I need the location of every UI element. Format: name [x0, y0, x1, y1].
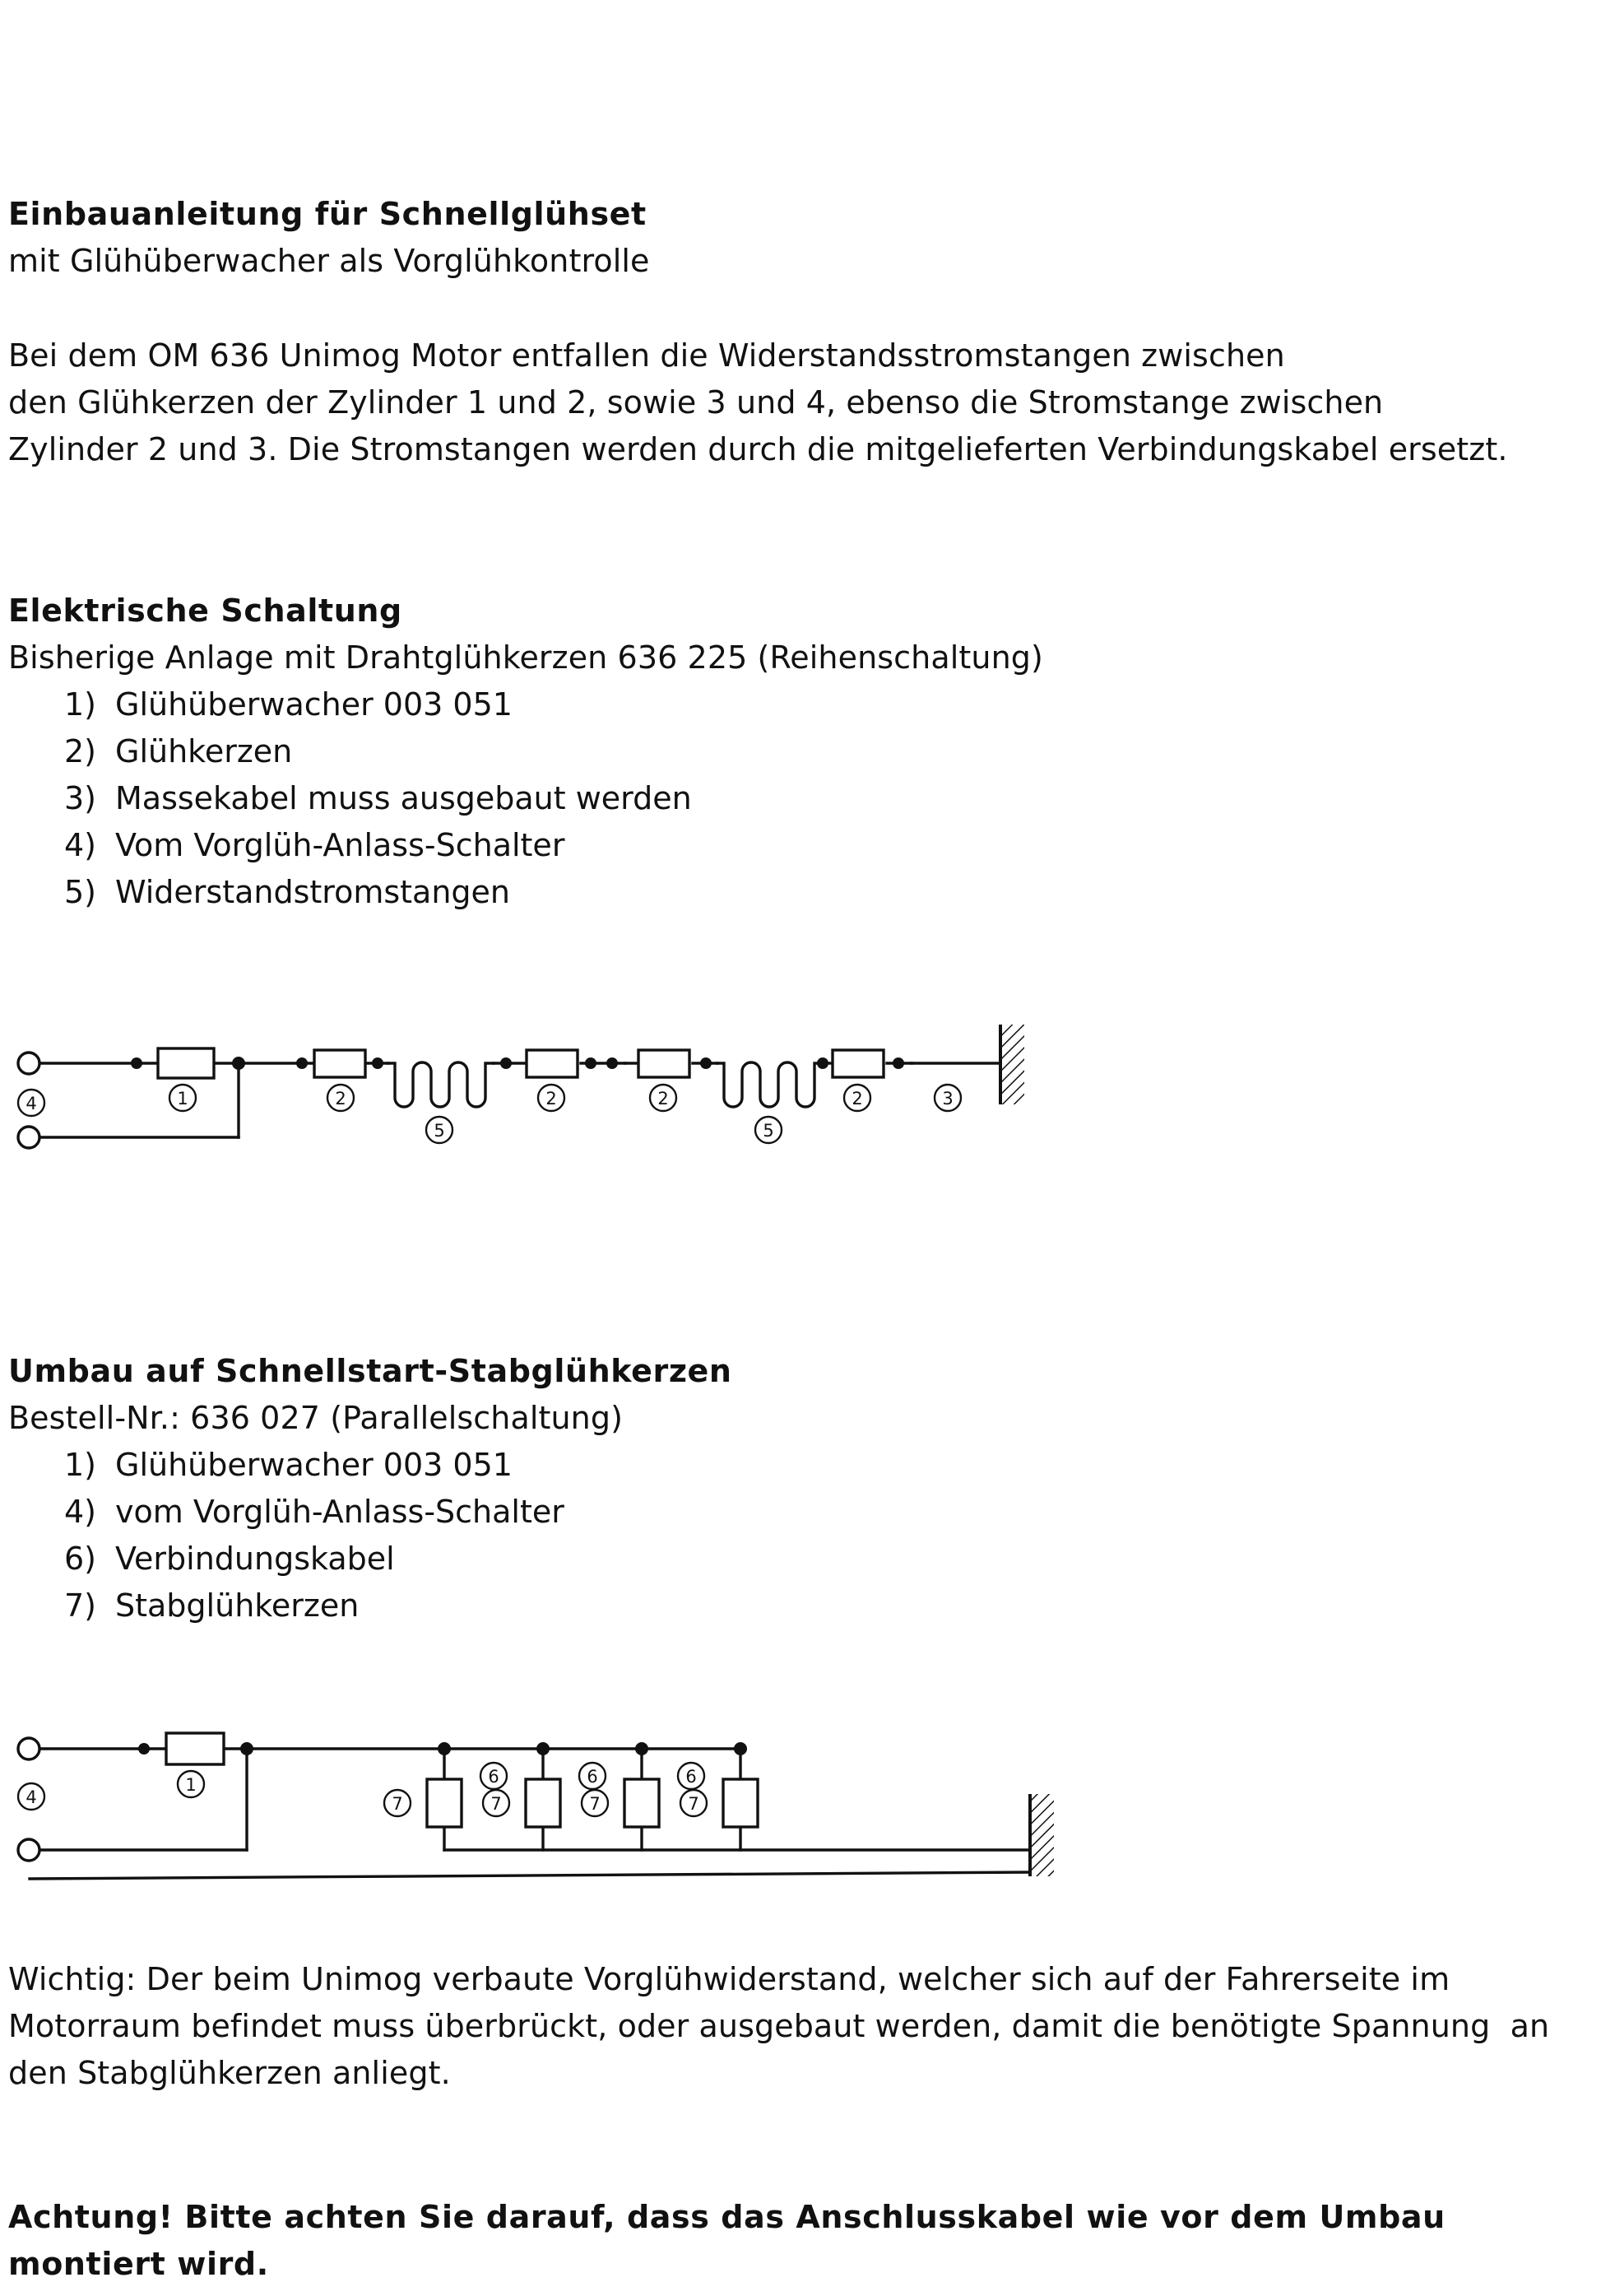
- warning-line-2: montiert wird.: [8, 2246, 269, 2282]
- list-item-number: 1): [64, 1447, 97, 1483]
- list-item-number: 1): [64, 686, 97, 723]
- circle-label-5: [426, 1117, 452, 1143]
- component-glow-plug: [314, 1050, 365, 1077]
- component-glow-monitor: [166, 1733, 224, 1764]
- svg-text:5: 5: [434, 1121, 445, 1141]
- svg-text:7: 7: [490, 1794, 502, 1814]
- ground-symbol: [1000, 1025, 1024, 1104]
- svg-text:2: 2: [657, 1089, 669, 1108]
- svg-text:1: 1: [177, 1089, 188, 1108]
- intro-line-3: Zylinder 2 und 3. Die Stromstangen werden durch die mitgelieferten Verbindungskabel ersetzt.: [8, 431, 1508, 467]
- circle-label-1: [169, 1085, 196, 1111]
- circle-label-7: [483, 1790, 509, 1816]
- list-item: [64, 1583, 564, 1629]
- list-item-label: Massekabel muss ausgebaut werden: [115, 780, 692, 816]
- list-item-number: 7): [64, 1587, 97, 1624]
- list-item: [64, 1536, 564, 1583]
- svg-text:6: 6: [587, 1767, 598, 1787]
- circle-label-2: [538, 1085, 564, 1111]
- circle-label-3: [935, 1085, 961, 1111]
- note-line-1: Wichtig: Der beim Unimog verbaute Vorglühwiderstand, welcher sich auf der Fahrerseite im: [8, 1961, 1450, 1997]
- intro-line-1: Bei dem OM 636 Unimog Motor entfallen die Widerstandsstromstangen zwischen: [8, 337, 1285, 374]
- list-item-number: 6): [64, 1541, 97, 1577]
- terminal-top: [18, 1053, 39, 1074]
- svg-text:2: 2: [335, 1089, 346, 1108]
- component-glow-monitor: [158, 1048, 214, 1078]
- list-item-label: Glühkerzen: [115, 733, 293, 769]
- component-rod-glow-plug: [624, 1779, 659, 1827]
- page-title: Einbauanleitung für Schnellglühset: [8, 196, 647, 232]
- circle-label-1: [178, 1771, 204, 1797]
- circle-label-7: [582, 1790, 608, 1816]
- terminal-bottom: [18, 1127, 39, 1148]
- series-section-heading: Elektrische Schaltung: [8, 593, 402, 629]
- list-item-number: 4): [64, 827, 97, 863]
- circle-label-6: [480, 1763, 507, 1789]
- parallel-section-subheading: Bestell-Nr.: 636 027 (Parallelschaltung): [8, 1400, 624, 1436]
- circle-label-2: [650, 1085, 676, 1111]
- list-item-number: 4): [64, 1494, 97, 1530]
- circle-label-5: [755, 1117, 782, 1143]
- circle-label-7: [384, 1790, 411, 1816]
- svg-text:7: 7: [392, 1794, 403, 1814]
- component-rod-glow-plug: [526, 1779, 560, 1827]
- list-item: [64, 1442, 564, 1489]
- list-item: [64, 822, 692, 869]
- svg-text:5: 5: [763, 1121, 774, 1141]
- list-item: [64, 728, 692, 775]
- list-item-label: Glühüberwacher 003 051: [115, 686, 513, 723]
- list-item-label: Glühüberwacher 003 051: [115, 1447, 513, 1483]
- ground-symbol: [1030, 1794, 1054, 1876]
- circle-label-6: [678, 1763, 704, 1789]
- svg-text:7: 7: [589, 1794, 601, 1814]
- component-rod-glow-plug: [723, 1779, 758, 1827]
- circle-label-4: [18, 1783, 44, 1810]
- parallel-circuit-diagram: [0, 1679, 1152, 1885]
- list-item: [64, 1489, 564, 1536]
- note-line-3: den Stabglühkerzen anliegt.: [8, 2055, 451, 2091]
- page-subtitle: mit Glühüberwacher als Vorglühkontrolle: [8, 243, 650, 279]
- svg-text:6: 6: [685, 1767, 697, 1787]
- svg-text:3: 3: [942, 1089, 954, 1108]
- list-item-label: Vom Vorglüh-Anlass-Schalter: [115, 827, 565, 863]
- list-item: [64, 775, 692, 822]
- parallel-legend-list: [64, 1442, 564, 1629]
- intro-line-2: den Glühkerzen der Zylinder 1 und 2, sowie 3 und 4, ebenso die Stromstange zwischen: [8, 384, 1384, 421]
- circle-label-2: [327, 1085, 354, 1111]
- series-circuit-diagram: [0, 1012, 1070, 1177]
- svg-text:2: 2: [852, 1089, 863, 1108]
- circle-label-4: [18, 1090, 44, 1116]
- list-item-number: 5): [64, 874, 97, 910]
- svg-text:7: 7: [688, 1794, 699, 1814]
- circle-label-7: [680, 1790, 707, 1816]
- component-glow-plug: [527, 1050, 578, 1077]
- svg-text:6: 6: [488, 1767, 499, 1787]
- circle-label-2: [844, 1085, 870, 1111]
- component-rod-glow-plug: [427, 1779, 462, 1827]
- terminal-top: [18, 1738, 39, 1759]
- parallel-section-heading: Umbau auf Schnellstart-Stabglühkerzen: [8, 1353, 732, 1389]
- list-item-number: 2): [64, 733, 97, 769]
- list-item-label: Widerstandstromstangen: [115, 874, 511, 910]
- svg-text:2: 2: [545, 1089, 557, 1108]
- list-item: [64, 681, 692, 728]
- warning-line-1: Achtung! Bitte achten Sie darauf, dass das Anschlusskabel wie vor dem Umbau: [8, 2199, 1446, 2235]
- note-line-2: Motorraum befindet muss überbrückt, oder ausgebaut werden, damit die benötigte Spannung an: [8, 2008, 1550, 2044]
- list-item: [64, 869, 692, 916]
- component-glow-plug: [833, 1050, 884, 1077]
- svg-text:4: 4: [26, 1787, 37, 1807]
- list-item-label: Verbindungskabel: [115, 1541, 395, 1577]
- svg-text:1: 1: [185, 1775, 197, 1795]
- terminal-bottom: [18, 1839, 39, 1861]
- series-section-subheading: Bisherige Anlage mit Drahtglühkerzen 636 225 (Reihenschaltung): [8, 639, 1043, 676]
- component-glow-plug: [638, 1050, 689, 1077]
- list-item-label: vom Vorglüh-Anlass-Schalter: [115, 1494, 564, 1530]
- list-item-number: 3): [64, 780, 97, 816]
- svg-text:4: 4: [26, 1094, 37, 1113]
- series-legend-list: [64, 681, 692, 916]
- circle-label-6: [579, 1763, 606, 1789]
- list-item-label: Stabglühkerzen: [115, 1587, 360, 1624]
